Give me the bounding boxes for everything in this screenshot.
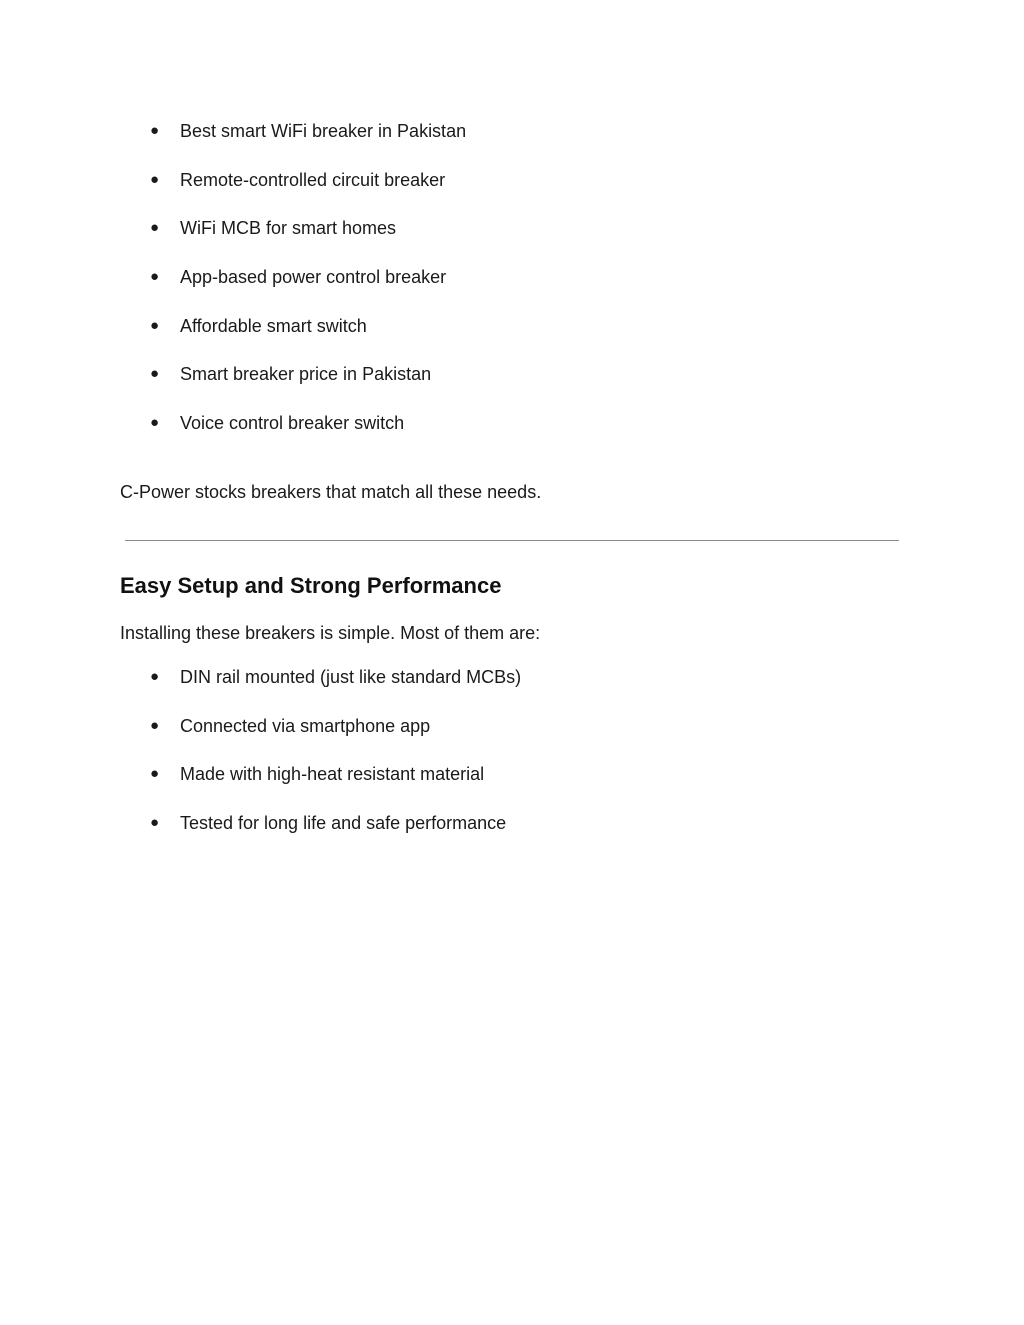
list-item-text: Tested for long life and safe performance <box>180 813 507 834</box>
list-item-text: Affordable smart switch <box>180 315 367 336</box>
bullet-icon: ● <box>150 122 160 139</box>
horizontal-divider <box>125 540 899 541</box>
bullet-icon: ● <box>150 365 160 383</box>
list-item-text: Smart breaker price in Pakistan <box>180 364 432 385</box>
bullet-icon: ● <box>150 716 160 734</box>
list-item-text: Made with high-heat resistant material <box>180 764 485 785</box>
bullet-icon: ● <box>150 268 160 286</box>
bullet-icon: ● <box>150 814 160 832</box>
bullet-icon: ● <box>150 170 160 188</box>
bullet-icon: ● <box>150 765 160 783</box>
bullet-icon: ● <box>150 414 160 432</box>
section-heading: Easy Setup and Strong Performance <box>120 573 502 598</box>
bullet-icon: ● <box>150 668 160 685</box>
list-item-text: Remote-controlled circuit breaker <box>180 169 446 190</box>
list-item-text: Voice control breaker switch <box>180 413 405 434</box>
closing-paragraph: C-Power stocks breakers that match all these needs. <box>120 482 542 502</box>
list-item-text: DIN rail mounted (just like standard MCBs) <box>180 667 522 687</box>
section-intro-paragraph: Installing these breakers is simple. Most of them are: <box>120 623 541 643</box>
list-item-text: App-based power control breaker <box>180 267 447 288</box>
list-item-text: WiFi MCB for smart homes <box>180 218 397 239</box>
list-item-text: Connected via smartphone app <box>180 715 431 736</box>
bullet-icon: ● <box>150 316 160 334</box>
bullet-icon: ● <box>150 219 160 237</box>
list-item-text: Best smart WiFi breaker in Pakistan <box>180 121 467 141</box>
